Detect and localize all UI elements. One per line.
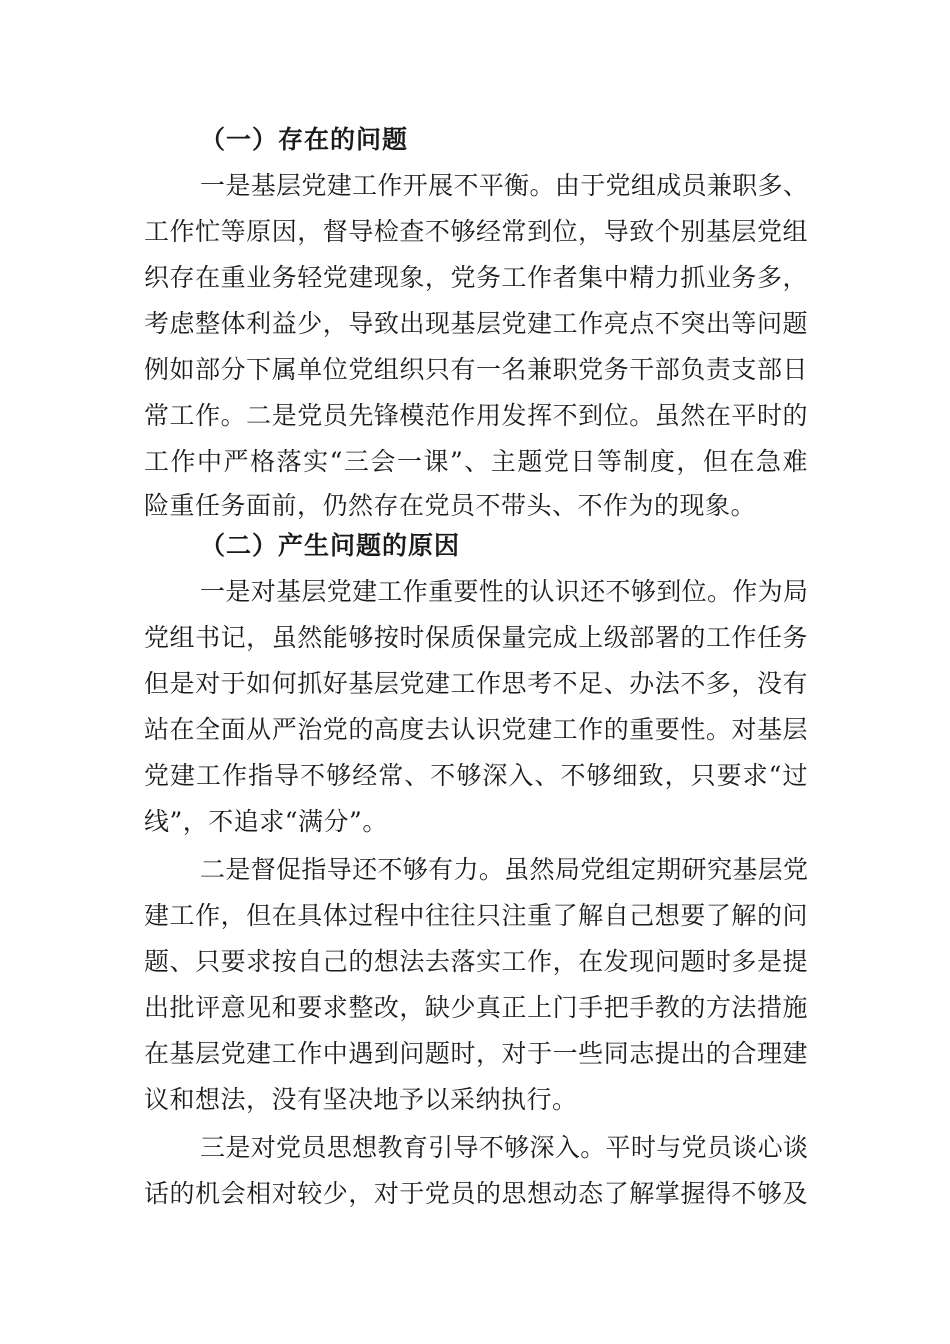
paragraph-line: 常工作。二是党员先锋模范作用发挥不到位。虽然在平时的 (144, 401, 808, 430)
paragraph-line: 考虑整体利益少，导致出现基层党建工作亮点不突出等问题 (144, 309, 808, 338)
paragraph-line: 例如部分下属单位党组织只有一名兼职党务干部负责支部日 (144, 355, 808, 384)
paragraph-line: 在基层党建工作中遇到问题时，对于一些同志提出的合理建 (144, 1039, 808, 1068)
paragraph-line: 一是对基层党建工作重要性的认识还不够到位。作为局 (200, 577, 808, 606)
paragraph-line: 工作中严格落实“三会一课”、主题党日等制度，但在急难 (144, 447, 808, 476)
paragraph-line: 题、只要求按自己的想法去落实工作，在发现问题时多是提 (144, 947, 808, 976)
paragraph-line: 织存在重业务轻党建现象，党务工作者集中精力抓业务多， (144, 263, 808, 292)
paragraph-line: 但是对于如何抓好基层党建工作思考不足、办法不多，没有 (144, 669, 808, 698)
paragraph-line: 线”，不追求“满分”。 (144, 807, 388, 836)
paragraph-line: 险重任务面前，仍然存在党员不带头、不作为的现象。 (144, 491, 757, 520)
paragraph-line: 出批评意见和要求整改，缺少真正上门手把手教的方法措施 (144, 993, 808, 1022)
paragraph-line: 三是对党员思想教育引导不够深入。平时与党员谈心谈 (200, 1133, 808, 1162)
paragraph-line: 一是基层党建工作开展不平衡。由于党组成员兼职多、 (200, 171, 808, 200)
paragraph-line: 话的机会相对较少，对于党员的思想动态了解掌握得不够及 (144, 1179, 808, 1208)
section-heading-problems: （一）存在的问题 (200, 125, 409, 154)
paragraph-line: 党组书记，虽然能够按时保质保量完成上级部署的工作任务 (144, 623, 808, 652)
paragraph-line: 建工作，但在具体过程中往往只注重了解自己想要了解的问 (144, 901, 808, 930)
paragraph-line: 工作忙等原因，督导检查不够经常到位，导致个别基层党组 (144, 217, 808, 246)
paragraph-line: 二是督促指导还不够有力。虽然局党组定期研究基层党 (200, 855, 808, 884)
paragraph-line: 党建工作指导不够经常、不够深入、不够细致，只要求“过 (144, 761, 808, 790)
paragraph-line: 议和想法，没有坚决地予以采纳执行。 (144, 1085, 578, 1114)
paragraph-line: 站在全面从严治党的高度去认识党建工作的重要性。对基层 (144, 715, 808, 744)
section-heading-causes: （二）产生问题的原因 (200, 531, 461, 560)
